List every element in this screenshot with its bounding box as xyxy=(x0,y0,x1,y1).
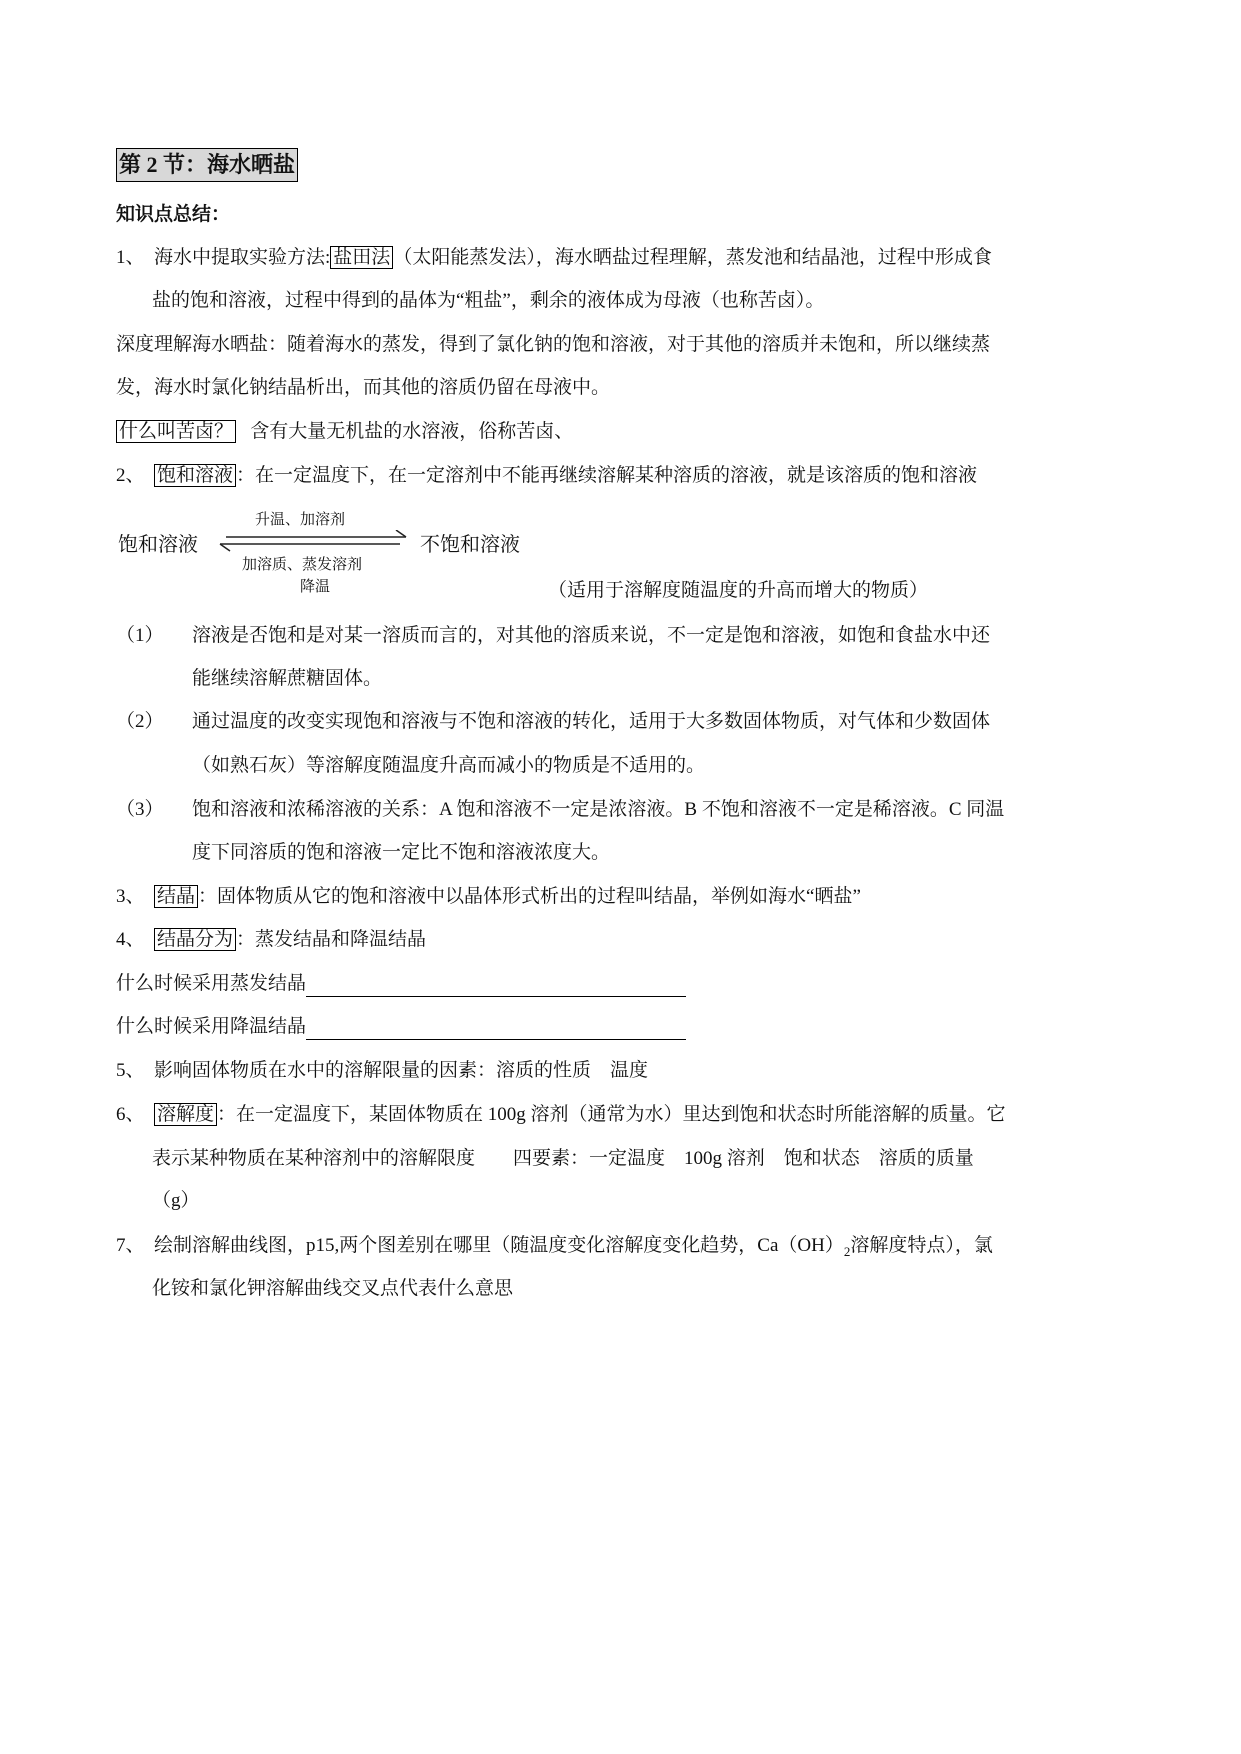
boxed-term: 结晶 xyxy=(154,885,198,908)
item-5 xyxy=(116,1058,648,1084)
text: 通过温度的改变实现饱和溶液与不饱和溶液的转化，适用于大多数固体物质，对气体和少数固体 xyxy=(192,711,991,732)
item-6 xyxy=(116,1102,1006,1128)
item-number: （2） xyxy=(116,711,164,732)
text: 溶液是否饱和是对某一溶质而言的，对其他的溶质来说，不一定是饱和溶液，如饱和食盐水中还 xyxy=(192,625,991,646)
diagram-left: 饱和溶液 xyxy=(118,532,198,556)
item-7 xyxy=(116,1233,993,1265)
item-3 xyxy=(116,884,861,910)
question-evaporation xyxy=(116,971,686,997)
sub-item-2 xyxy=(116,709,991,735)
item-number: 4、 xyxy=(116,929,145,950)
text: ：蒸发结晶和降温结晶 xyxy=(236,929,427,950)
text: 什么时候采用降温结晶 xyxy=(116,1016,307,1037)
answer-blank[interactable] xyxy=(306,1019,686,1040)
item-2 xyxy=(116,463,977,489)
sub-item-1 xyxy=(116,623,991,649)
item-number: 2、 xyxy=(116,465,145,486)
diagram-bottom-label-2: 降温 xyxy=(300,577,331,595)
item-7-cont: 化铵和氯化钾溶解曲线交叉点代表什么意思 xyxy=(152,1278,514,1299)
deep-understanding: 深度理解海水晒盐：随着海水的蒸发，得到了氯化钠的饱和溶液，对于其他的溶质并未饱和，所以继续蒸 xyxy=(116,334,991,355)
sub-item-3 xyxy=(116,797,1005,823)
boxed-term: 结晶分为 xyxy=(154,928,236,951)
item-4 xyxy=(116,927,426,953)
summary-heading: 知识点总结： xyxy=(116,204,231,225)
item-number: 6、 xyxy=(116,1104,145,1125)
sub-item-3-cont: 度下同溶质的饱和溶液一定比不饱和溶液浓度大。 xyxy=(192,842,611,863)
text: 海水中提取实验方法: xyxy=(154,247,331,268)
item-number: 3、 xyxy=(116,886,145,907)
bittern-line xyxy=(116,419,573,445)
item-1-cont: 盐的饱和溶液，过程中得到的晶体为“粗盐”，剩余的液体成为母液（也称苦卤）。 xyxy=(152,290,825,311)
text: ：固体物质从它的饱和溶液中以晶体形式析出的过程叫结晶，举例如海水“晒盐” xyxy=(198,886,861,907)
item-number: 1、 xyxy=(116,247,145,268)
boxed-question: 什么叫苦卤？ xyxy=(116,420,236,443)
item-number: （1） xyxy=(116,625,164,646)
deep-understanding-cont: 发，海水时氯化钠结晶析出，而其他的溶质仍留在母液中。 xyxy=(116,377,611,398)
diagram-right: 不饱和溶液 xyxy=(420,532,520,556)
question-cooling xyxy=(116,1014,686,1040)
double-arrow-icon xyxy=(218,530,408,552)
item-number: 7、 xyxy=(116,1235,145,1256)
boxed-term: 盐田法 xyxy=(330,246,393,269)
text: 溶解度特点），氯 xyxy=(850,1235,993,1256)
sub-item-2-cont: （如熟石灰）等溶解度随温度升高而减小的物质是不适用的。 xyxy=(192,755,706,776)
text: （太阳能蒸发法），海水晒盐过程理解，蒸发池和结晶池，过程中形成食 xyxy=(393,247,992,268)
text: 影响固体物质在水中的溶解限量的因素：溶质的性质 温度 xyxy=(154,1060,649,1081)
boxed-term: 饱和溶液 xyxy=(154,464,236,487)
item-6-cont-2: （g） xyxy=(152,1190,200,1211)
answer-blank[interactable] xyxy=(306,976,686,997)
section-title: 第 2 节：海水晒盐 xyxy=(116,148,298,182)
text: ：在一定温度下，在一定溶剂中不能再继续溶解某种溶质的溶液，就是该溶质的饱和溶液 xyxy=(236,465,978,486)
item-number: 5、 xyxy=(116,1060,145,1081)
diagram-top-label: 升温、加溶剂 xyxy=(255,510,346,528)
text: 绘制溶解曲线图，p15,两个图差别在哪里（随温度变化溶解度变化趋势，Ca（OH） xyxy=(154,1235,844,1256)
text: 饱和溶液和浓稀溶液的关系：A 饱和溶液不一定是浓溶液。B 不饱和溶液不一定是稀溶液。C 同温 xyxy=(192,799,1005,820)
item-6-cont: 表示某种物质在某种溶剂中的溶解限度 四要素：一定温度 100g 溶剂 饱和状态 溶质的质量 xyxy=(152,1148,974,1169)
sub-item-1-cont: 能继续溶解蔗糖固体。 xyxy=(192,668,383,689)
subscript: 2 xyxy=(843,1243,851,1259)
boxed-term: 溶解度 xyxy=(154,1103,217,1126)
diagram-bottom-label: 加溶质、蒸发溶剂 xyxy=(242,555,363,573)
text: 什么时候采用蒸发结晶 xyxy=(116,973,307,994)
item-number: （3） xyxy=(116,799,164,820)
diagram-note: （适用于溶解度随温度的升高而增大的物质） xyxy=(548,580,929,601)
item-1 xyxy=(116,245,992,271)
text: ：在一定温度下，某固体物质在 100g 溶剂（通常为水）里达到饱和状态时所能溶解的质量。它 xyxy=(217,1104,1006,1125)
text: 含有大量无机盐的水溶液，俗称苦卤、 xyxy=(250,421,574,442)
